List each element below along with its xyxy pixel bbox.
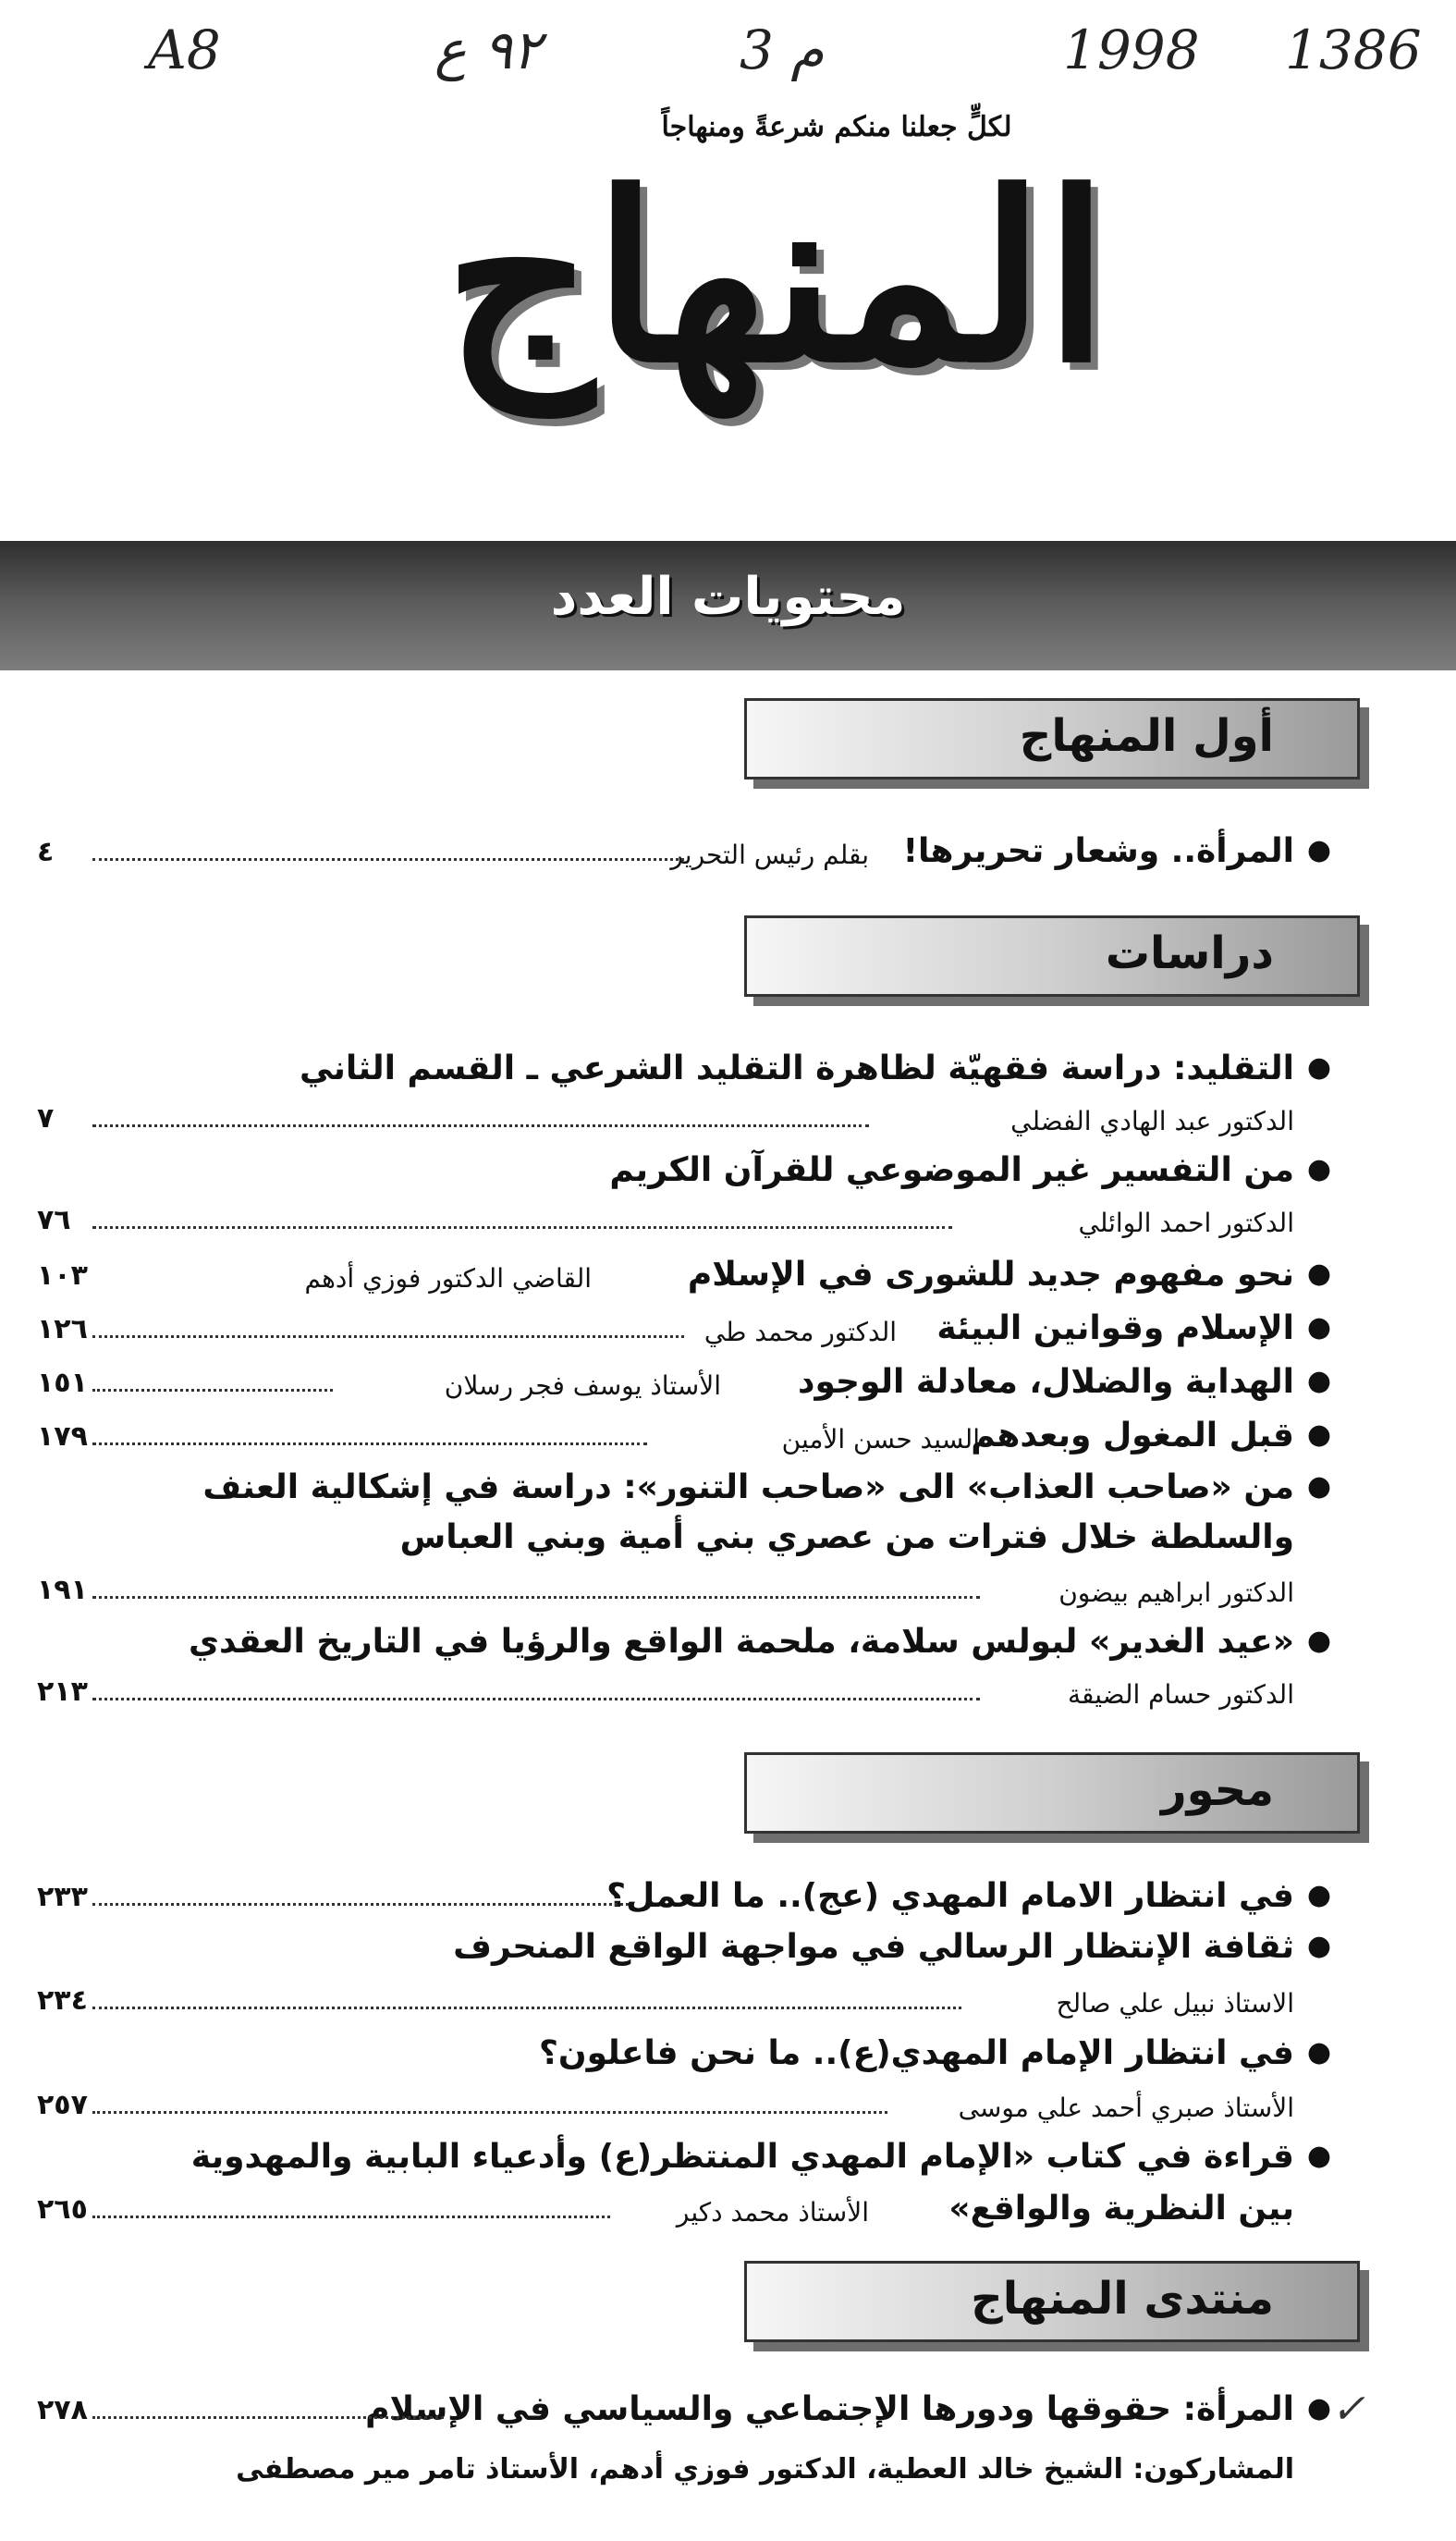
entry-page: ٢٣٣ bbox=[37, 1881, 88, 1913]
entry-title: «عيد الغدير» لبولس سلامة، ملحمة الواقع والرؤيا في التاريخ العقدي bbox=[189, 1623, 1294, 1661]
toc-entry bbox=[37, 1309, 1331, 1356]
toc-entry bbox=[37, 2034, 1331, 2081]
dot-leader bbox=[92, 2111, 887, 2114]
bullet-icon: ● bbox=[1306, 2392, 1331, 2424]
magazine-logo bbox=[370, 129, 1183, 444]
bullet-icon: ● bbox=[1306, 1930, 1331, 1962]
toc-entry bbox=[37, 1151, 1331, 1197]
banner-title: محتويات العدد bbox=[550, 567, 906, 627]
entry-author: الدكتور ابراهيم بيضون bbox=[1058, 1577, 1294, 1608]
toc-entry-author-line bbox=[37, 1570, 1294, 1616]
handwritten-note-2: ٩٢ ع bbox=[434, 18, 542, 81]
entry-author: السيد حسن الأمين bbox=[781, 1424, 980, 1455]
toc-entry bbox=[37, 1928, 1331, 1974]
handwritten-check-mark: ✓ bbox=[1331, 2386, 1365, 2433]
entry-page: ٢٦٥ bbox=[37, 2193, 88, 2226]
entry-title: ثقافة الإنتظار الرسالي في مواجهة الواقع المنحرف bbox=[453, 1928, 1294, 1966]
section-header-studies bbox=[744, 915, 1360, 997]
dot-leader bbox=[92, 2416, 444, 2419]
toc-entry-continuation bbox=[37, 2190, 1294, 2236]
entry-page: ٧٦ bbox=[37, 1204, 71, 1236]
entry-title: التقليد: دراسة فقهيّة لظاهرة التقليد الشرعي ـ القسم الثاني bbox=[299, 1050, 1294, 1087]
toc-entry-author-line bbox=[37, 1672, 1294, 1718]
handwritten-note-3: 3 م bbox=[740, 18, 825, 81]
entry-title: نحو مفهوم جديد للشورى في الإسلام bbox=[687, 1256, 1294, 1294]
dot-leader bbox=[92, 1226, 952, 1229]
entry-author: القاضي الدكتور فوزي أدهم bbox=[304, 1263, 592, 1294]
toc-entry bbox=[37, 1623, 1331, 1669]
section-title: دراسات bbox=[1105, 927, 1274, 979]
toc-entry-author-line bbox=[37, 2085, 1294, 2131]
entry-title: قبل المغول وبعدهم bbox=[971, 1417, 1294, 1455]
bullet-icon: ● bbox=[1306, 1051, 1331, 1084]
section-header-first bbox=[744, 698, 1360, 779]
dot-leader bbox=[92, 1124, 869, 1127]
entry-author: الأستاذ محمد دكير bbox=[676, 2197, 869, 2228]
handwritten-note-5: 1386 bbox=[1285, 18, 1422, 81]
entry-page: ٢٧٨ bbox=[37, 2394, 88, 2426]
section-title: منتدى المنهاج bbox=[971, 2273, 1274, 2325]
entry-page: ١٢٦ bbox=[37, 1313, 88, 1345]
entry-author: الأستاذ يوسف فجر رسلان bbox=[444, 1370, 721, 1401]
entry-author: بقلم رئيس التحرير bbox=[670, 840, 869, 870]
handwritten-note-4: 1998 bbox=[1063, 18, 1200, 81]
toc-entry bbox=[37, 2390, 1331, 2437]
toc-entry bbox=[37, 1417, 1331, 1463]
entry-author: الدكتور احمد الوائلي bbox=[1078, 1208, 1294, 1238]
section-header-axis bbox=[744, 1752, 1360, 1834]
entry-author: الدكتور عبد الهادي الفضلي bbox=[1010, 1106, 1294, 1136]
entry-title: المرأة.. وشعار تحريرها! bbox=[902, 832, 1294, 870]
dot-leader bbox=[92, 2216, 610, 2218]
entry-title-line-1: من «صاحب العذاب» الى «صاحب التنور»: دراسة في إشكالية العنف bbox=[202, 1468, 1294, 1506]
bullet-icon: ● bbox=[1306, 2140, 1331, 2172]
entry-participants: المشاركون: الشيخ خالد العطية، الدكتور فوزي أدهم، الأستاذ تامر مير مصطفى bbox=[236, 2453, 1294, 2486]
toc-entry-author-line bbox=[37, 1200, 1294, 1246]
logo-title: المنهاج bbox=[444, 141, 1109, 413]
bullet-icon: ● bbox=[1306, 1625, 1331, 1657]
bullet-icon: ● bbox=[1306, 2036, 1331, 2068]
toc-entry bbox=[37, 1363, 1331, 1409]
toc-entry bbox=[37, 1256, 1331, 1302]
toc-entry bbox=[37, 1050, 1331, 1096]
toc-entry bbox=[37, 832, 1331, 878]
entry-page: ٢٥٧ bbox=[37, 2089, 88, 2121]
toc-entry-author-line bbox=[37, 1099, 1294, 1145]
masthead-motto: لكلٍّ جعلنا منكم شرعةً ومنهاجاً bbox=[661, 111, 1012, 143]
entry-author: الدكتور محمد طي bbox=[704, 1317, 897, 1347]
entry-page: ٤ bbox=[37, 836, 55, 868]
section-title: محور bbox=[1160, 1764, 1274, 1816]
section-title: أول المنهاج bbox=[1019, 710, 1274, 762]
bullet-icon: ● bbox=[1306, 1365, 1331, 1397]
handwritten-note-1: A8 bbox=[148, 18, 221, 81]
entry-title: في انتظار الامام المهدي (عج).. ما العمل؟ bbox=[606, 1877, 1294, 1915]
entry-title: من التفسير غير الموضوعي للقرآن الكريم bbox=[609, 1151, 1294, 1189]
entry-page: ١٧٩ bbox=[37, 1420, 88, 1453]
entry-title: الإسلام وقوانين البيئة bbox=[936, 1309, 1294, 1347]
entry-author: الاستاذ نبيل علي صالح bbox=[1056, 1988, 1294, 2019]
entry-title: الهداية والضلال، معادلة الوجود bbox=[797, 1363, 1294, 1401]
entry-page: ٢٣٤ bbox=[37, 1984, 88, 2017]
dot-leader bbox=[92, 1698, 980, 1700]
contents-banner bbox=[0, 541, 1456, 670]
bullet-icon: ● bbox=[1306, 1879, 1331, 1911]
toc-entry bbox=[37, 2138, 1331, 2184]
bullet-icon: ● bbox=[1306, 834, 1331, 866]
entry-page: ١٠٣ bbox=[37, 1259, 88, 1292]
bullet-icon: ● bbox=[1306, 1470, 1331, 1503]
bullet-icon: ● bbox=[1306, 1258, 1331, 1290]
entry-author: الأستاذ صبري أحمد علي موسى bbox=[958, 2093, 1294, 2123]
entry-title-line-2: والسلطة خلال فترات من عصري بني أمية وبني العباس bbox=[399, 1518, 1294, 1556]
entry-page: ٢١٣ bbox=[37, 1676, 88, 1708]
entry-title: في انتظار الإمام المهدي(ع).. ما نحن فاعلون؟ bbox=[538, 2034, 1294, 2072]
dot-leader bbox=[92, 1903, 629, 1906]
entry-title: المرأة: حقوقها ودورها الإجتماعي والسياسي في الإسلام bbox=[365, 2390, 1294, 2428]
bullet-icon: ● bbox=[1306, 1311, 1331, 1344]
toc-entry bbox=[37, 1468, 1331, 1515]
dot-leader bbox=[92, 858, 684, 861]
dot-leader bbox=[92, 2007, 961, 2009]
entry-page: ١٥١ bbox=[37, 1367, 88, 1399]
bullet-icon: ● bbox=[1306, 1153, 1331, 1185]
dot-leader bbox=[92, 1596, 980, 1599]
dot-leader bbox=[92, 1389, 333, 1392]
entry-page: ١٩١ bbox=[37, 1574, 88, 1606]
section-header-forum bbox=[744, 2261, 1360, 2342]
toc-entry-author-line bbox=[37, 1981, 1294, 2027]
entry-author: الدكتور حسام الضيقة bbox=[1068, 1679, 1294, 1710]
entry-title-line-2: بين النظرية والواقع» bbox=[948, 2190, 1294, 2228]
toc-entry-participants bbox=[37, 2446, 1294, 2492]
bullet-icon: ● bbox=[1306, 1418, 1331, 1451]
toc-entry-continuation bbox=[37, 1518, 1294, 1565]
dot-leader bbox=[92, 1335, 684, 1338]
toc-entry bbox=[37, 1877, 1331, 1923]
entry-page: ٧ bbox=[37, 1102, 55, 1135]
dot-leader bbox=[92, 1442, 647, 1445]
entry-title-line-1: قراءة في كتاب «الإمام المهدي المنتظر(ع) وأدعياء البابية والمهدوية bbox=[190, 2138, 1294, 2176]
